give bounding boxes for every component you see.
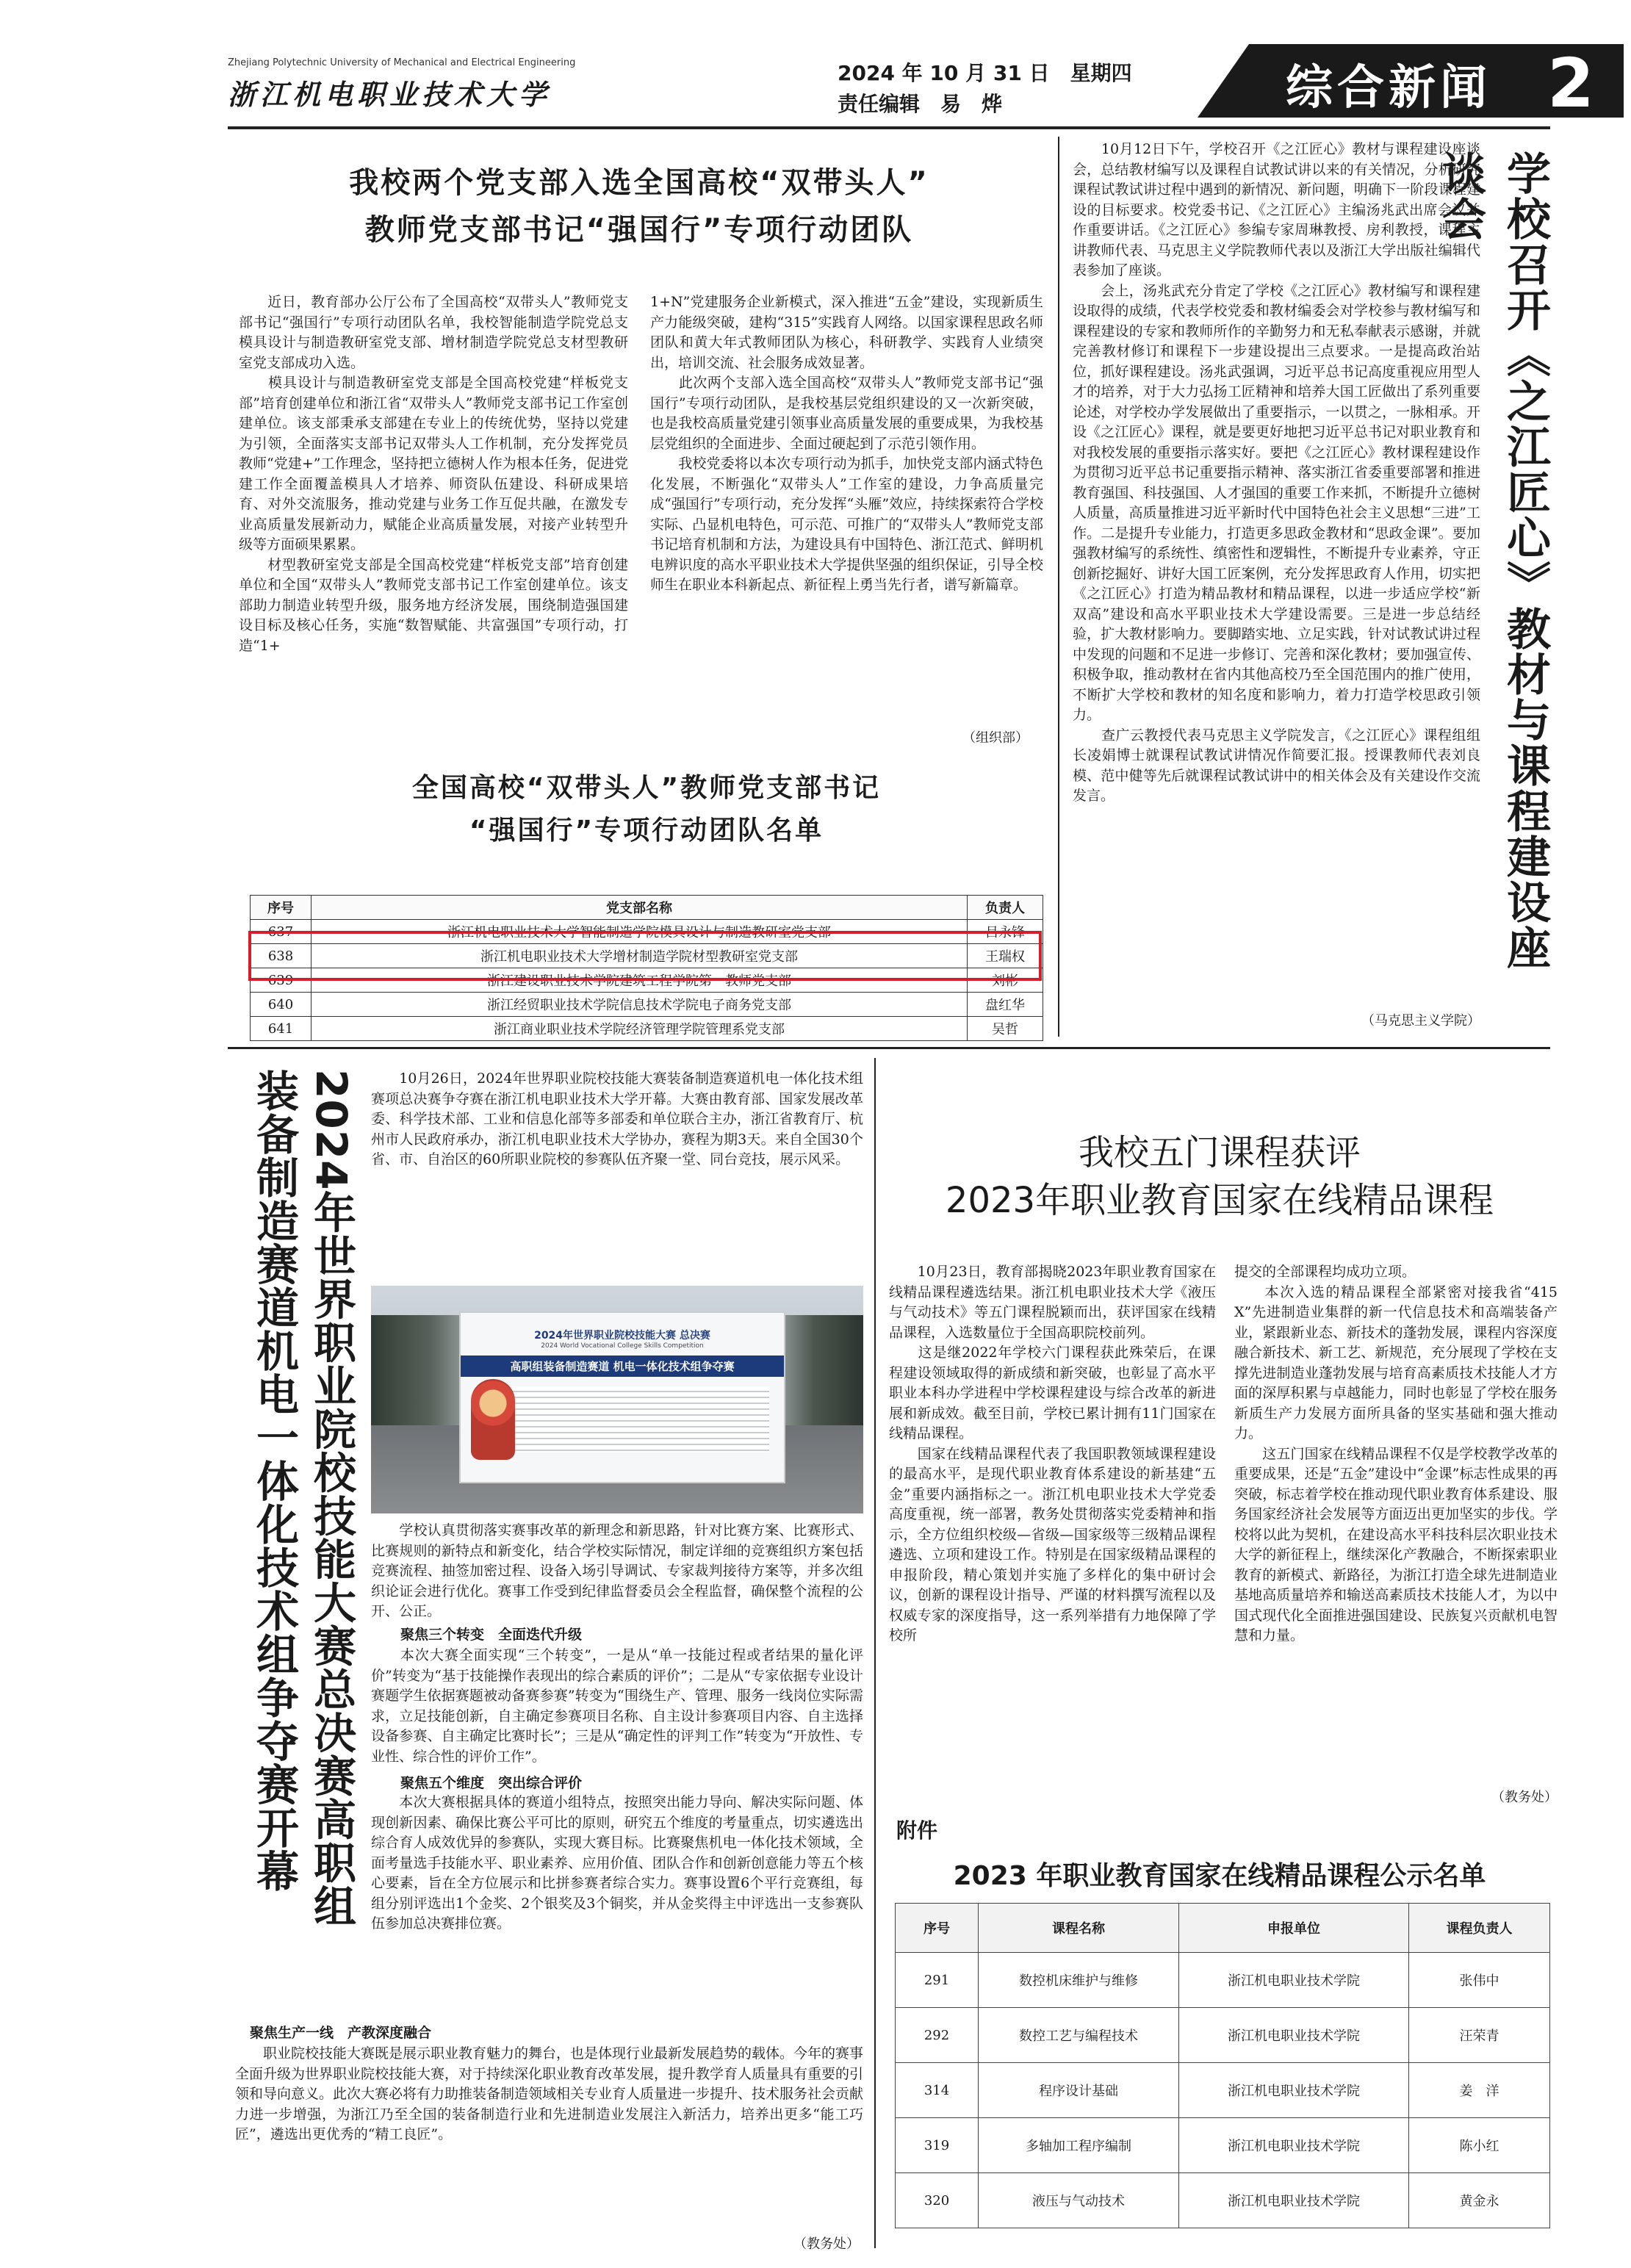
cell: 637	[251, 920, 312, 944]
cell: 浙江经贸职业技术学院信息技术学院电子商务党支部	[312, 993, 968, 1017]
course-table	[895, 1903, 1550, 2228]
event-photo	[371, 1286, 863, 1513]
column-divider-top	[1058, 137, 1059, 1037]
course-col-lead: 课程负责人	[1409, 1904, 1550, 1953]
cell: 汪荣青	[1409, 2008, 1550, 2063]
photo-banner-en: 2024 World Vocational College Skills Competition	[541, 1342, 704, 1350]
article3-subhead-2: 聚焦五个维度 突出综合评价	[400, 1775, 583, 1791]
cell: 291	[896, 1953, 979, 2008]
table-row	[896, 2173, 1550, 2228]
section-banner	[1168, 44, 1624, 123]
article3-body: 学校认真贯彻落实赛事改革的新理念和新思路，针对比赛方案、比赛形式、比赛规则的新特点和新变化，结合学校实际情况，制定详细的竞赛组织方案包括竞赛流程、抽签加密过程、设备入场引导调试、专家裁判接待方案等，并多次组织论证会进行优化。赛事工作受到纪律监督委员会全程监督，确保整个流程的公开、公正。	[371, 1522, 863, 1619]
article3-signature: （教务处）	[793, 2236, 860, 2252]
table-row	[896, 2118, 1550, 2173]
article3-intro: 10月26日，2024年世界职业院校技能大赛装备制造赛道机电一体化技术组赛项总决赛争夺赛在浙江机电职业技术大学开幕。大赛由教育部、国家发展改革委、科学技术部、工业和信息化部等多部委和单位联合主办，浙江省教育厅、杭州市人民政府承办，浙江机电职业技术大学协办，赛程为期3天。来自全国30个省、市、自治区的60所职业院校的参赛队伍齐聚一堂、同台竞技，展示风采。	[371, 1070, 863, 1167]
cell: 浙江机电职业技术学院	[1179, 2173, 1409, 2228]
cell: 刘彬	[968, 968, 1043, 993]
cell: 浙江机电职业技术学院	[1179, 2063, 1409, 2118]
cell: 姜 洋	[1409, 2063, 1550, 2118]
editor-line: 责任编辑 易 烨	[838, 92, 1003, 116]
cell: 320	[896, 2173, 979, 2228]
cell: 319	[896, 2118, 979, 2173]
photo-banner-text	[512, 1386, 769, 1452]
school-name-cn: 浙江机电职业技术大学	[228, 78, 552, 111]
cell: 641	[251, 1017, 312, 1041]
cell: 盘红华	[968, 993, 1043, 1017]
section-separator	[228, 1047, 1550, 1049]
article4-signature: （教务处）	[1491, 1790, 1558, 1805]
masthead-rule	[228, 126, 1550, 129]
cell: 638	[251, 944, 312, 968]
article1-column-1: 近日，教育部办公厅公布了全国高校“双带头人”教师党支部书记“强国行”专项行动团队名单，我校智能制造学院党总支模具设计与制造教研室党支部、增材制造学院党总支材型教研室党支部成功入选。 模具设计与制造教研室党支部是全国高校党建“样板党支部”培育创建单位和浙江省“双带头人”教师党支部书记工作室创建单位。该支部秉承支部建在专业上的传统优势，坚持以党建为引领，全面落实支部书记双带头人工作机制，充分发挥党员教师“党建+”工作理念，坚持把立德树人作为根本任务，促进党建工作全面覆盖模具人才培养、师资队伍建设、科研成果培育、对外交流服务，推动党建与业务工作互促共融，在激发专业高质量发展新动力，赋能企业高质量发展，对接产业转型升级等方面硕果累累。 材型教研室党支部是全国高校党建“样板党支部”培育创建单位和全国“双带头人”教师党支部书记工作室创建单位。该支部助力制造业转型升级，服务地方经济发展，围绕制造强国建设目标及核心任务，实施“数智赋能、共富强国”专项行动，打造“1+	[239, 294, 628, 654]
table-row	[896, 2063, 1550, 2118]
article2-title: 学校召开《之江匠心》教材与课程建设座谈会	[1435, 151, 1551, 971]
cell: 浙江机电职业技术大学智能制造学院模具设计与制造教研室党支部	[312, 920, 968, 944]
cell: 浙江机电职业技术学院	[1179, 1953, 1409, 2008]
list1-highlight-box	[248, 931, 1042, 981]
article3-subhead-3: 聚焦生产一线 产教深度融合	[250, 2025, 432, 2041]
cell: 292	[896, 2008, 979, 2063]
page-number: 2	[1547, 44, 1595, 123]
cell: 王瑞权	[968, 944, 1043, 968]
list1-header-row	[251, 896, 1043, 920]
table-row	[251, 1017, 1043, 1041]
course-col-unit: 申报单位	[1179, 1904, 1409, 1953]
cell: 浙江机电职业技术学院	[1179, 2008, 1409, 2063]
table-row	[896, 1953, 1550, 2008]
cell: 程序设计基础	[979, 2063, 1179, 2118]
appendix-label: 附件	[896, 1818, 938, 1843]
cell: 数控工艺与编程技术	[979, 2008, 1179, 2063]
cell: 浙江建设职业技术学院建筑工程学院第一教师党支部	[312, 968, 968, 993]
masthead	[228, 44, 1595, 129]
cell: 640	[251, 993, 312, 1017]
cell: 陈小红	[1409, 2118, 1550, 2173]
article2-signature: （马克思主义学院）	[1361, 1013, 1480, 1029]
table-row	[896, 2008, 1550, 2063]
photo-banner-title: 2024年世界职业院校技能大赛 总决赛	[534, 1330, 710, 1342]
list1-title-line2: “强国行”专项行动团队名单	[469, 816, 824, 846]
article4-column-1: 10月23日，教育部揭晓2023年职业教育国家在线精品课程遴选结果。浙江机电职业技术大学《液压与气动技术》等五门课程脱颖而出，获评国家在线精品课程，入选数量位于全国高职院校前列。 这是继2022年学校六门课程获此殊荣后，在课程建设领域取得的新成绩和新突破，也彰显了高水平职业本科办学进程中学校课程建设与综合改革的新进展和新成效。截至目前，学校已累计拥有11门国家在线精品课程。 国家在线精品课程代表了我国职教领域课程建设的最高水平，是现代职业教育体系建设的新基建“五金”重要内涵指标之一。浙江机电职业技术大学党委高度重视，统一部署，教务处贯彻落实党委精神和指示，全方位组织校级—省级—国家级等三级精品课程遴选、立项和建设工作。特别是在国家级精品课程的申报阶段，精心策划并实施了多样化的集中研讨会议，创新的课程设计指导、严谨的材料撰写流程以及权威专家的深度指导，这一系列举措有力地保障了学校所	[889, 1264, 1216, 1644]
article3-subhead-1: 聚焦三个转变 全面迭代升级	[400, 1627, 583, 1643]
course-table-wrap	[895, 1903, 1550, 2228]
cell: 浙江机电职业技术大学增材制造学院材型教研室党支部	[312, 944, 968, 968]
cell: 639	[251, 968, 312, 993]
article2-body: 10月12日下午，学校召开《之江匠心》教材与课程建设座谈会，总结教材编写以及课程自试教试讲以来的有关情况，分析研究课程试教试讲过程中遇到的新情况、新问题，明确下一阶段课程建设的目标要求。校党委书记、《之江匠心》主编汤兆武出席会议并作重要讲话。《之江匠心》参编专家周琳教授、房利教授，课程主讲教师代表、马克思主义学院教师代表以及浙江大学出版社编辑代表参加了座谈。 会上，汤兆武充分肯定了学校《之江匠心》教材编写和课程建设取得的成绩，代表学校党委和教材编委会对学校参与教材编写和课程建设的专家和教师所作的辛勤努力和无私奉献表示感谢，并就完善教材修订和课程下一步建设提出三点要求。一是提高政治站位，抓好课程建设。汤兆武强调，习近平总书记高度重视应用型人才的培养，对于大力弘扬工匠精神和培养大国工匠做出了系列重要论述，对学校办学发展做出了重要指示，一以贯之，一脉相承。开设《之江匠心》课程，就是要更好地把习近平总书记对职业教育和对我校发展的重要指示落实好。要把《之江匠心》教材课程建设作为贯彻习近平总书记重要指示精神、落实浙江省委重要部署和推进教育强国、科技强国、人才强国的重要工作来抓，不断提升立德树人质量，高质量推进习近平新时代中国特色社会主义思想“三进”工作。二是提升专业能力，打造更多思政金教材和“思政金课”。要加强教材编写的系统性、缜密性和逻辑性，不断提升专业素养，守正创新挖掘好、讲好大国工匠案例，充分发挥思政育人作用，切实把《之江匠心》打造为精品教材和精品课程，以进一步适应学校“新双高”建设和高水平职业技术大学建设需要。三是进一步总结经验，扩大教材影响力。要脚踏实地、立足实践，针对试教试讲过程中发现的问题和不足进一步修订、完善和深化教材；要加强宣传、积极争取，推动教材在省内其他高校乃至全国范围内的推广使用，不断扩大学校和教材的知名度和影响力，着力打造学校思政引领力。 查广云教授代表马克思主义学院发言，《之江匠心》课程组组长凌娟博士就课程试教试讲情况作简要汇报。授课教师代表刘良模、范中健等先后就课程试教试讲中的相关体会及有关建设作交流发言。	[1073, 141, 1480, 804]
school-name-en: Zhejiang Polytechnic University of Mechanical and Electrical Engineering	[228, 57, 576, 68]
table-row	[251, 993, 1043, 1017]
cell: 浙江商业职业技术学院经济管理学院管理系党支部	[312, 1017, 968, 1041]
cell: 张伟中	[1409, 1953, 1550, 2008]
cell: 多轴加工程序编制	[979, 2118, 1179, 2173]
article1-signature: （组织部）	[962, 730, 1029, 746]
article3-para-1: 本次大赛全面实现“三个转变”，一是从“单一技能过程或者结果的量化评价”转变为“基于技能操作表现出的综合素质的评价”；二是从“专家依据专业设计赛题学生依据赛题被动备赛参赛”转变为“围绕生产、管理、服务一线岗位实际需求，立足技能创新，自主确定参赛项目名称、自主设计参赛项目内容、自主选择设备参赛、自主确定比赛时长”；三是从“确定性的评判工作”转变为“开放性、专业性、综合性的评价工作”。	[371, 1647, 863, 1765]
course-col-name: 课程名称	[979, 1904, 1179, 1953]
article3-para-2: 本次大赛根据具体的赛道小组特点，按照突出能力导向、解决实际问题、体现创新因素、确保比赛公平可比的原则，研究五个维度的考量重点，切实遴选出综合育人成效优异的参赛队，实现大赛目标。比赛聚焦机电一体化技术领域，全面考量选手技能水平、职业素养、应用价值、团队合作和创新创意能力等五个核心要素，旨在全方位展示和比拼参赛者综合实力。赛事设置6个平行竞赛组，每组分别评选出1个金奖、2个银奖及3个铜奖，并从金奖得主中评选出一支参赛队伍参加总决赛排位赛。	[371, 1794, 863, 1932]
cell: 液压与气动技术	[979, 2173, 1179, 2228]
list1-col-no: 序号	[251, 896, 312, 920]
article4-title-line2: 2023年职业教育国家在线精品课程	[945, 1180, 1494, 1221]
list1-col-leader: 负责人	[968, 896, 1043, 920]
article3-para-3: 职业院校技能大赛既是展示职业教育魅力的舞台，也是体现行业最新发展趋势的载体。今年的赛事全面升级为世界职业院校技能大赛，对于持续深化职业教育改革发展，提升教学育人质量具有重要的引领和导向意义。此次大赛必将有力助推装备制造领域相关专业育人质量进一步提升、技术服务社会贡献力进一步增强，为浙江乃至全国的装备制造行业和先进制造业发展注入新活力，培养出更多“能工巧匠”，遴选出更优秀的“精工良匠”。	[235, 2045, 864, 2142]
article1-title-line2: 教师党支部书记“强国行”专项行动团队	[364, 213, 914, 247]
cell: 314	[896, 2063, 979, 2118]
article4-column-2: 提交的全部课程均成功立项。 本次入选的精品课程全部紧密对接我省“415X”先进制造业集群的新一代信息技术和高端装备产业，紧跟新业态、新技术的蓬勃发展，课程内容深度融合新技术、新工艺、新规范，充分展现了学校在支撑先进制造业蓬勃发展与培育高素质技术技能人才方面的深厚积累与卓越能力，同时也彰显了学校在服务新质生产力发展方面所具备的坚实基础和强大推动力。 这五门国家在线精品课程不仅是学校教学改革的重要成果，还是“五金”建设中“金课”标志性成果的再突破，标志着学校在推动现代职业教育体系建设、服务国家经济社会发展等方面迈出更加坚实的步伐。学校将以此为契机，在建设高水平科技科层次职业技术大学的新征程上，继续深化产教融合，不断探索职业教育的新模式、新路径，为浙江打造全球先进制造业基地高质量培养和输送高素质技术技能人才，为以中国式现代化全面推进强国建设、民族复兴贡献机电智慧和力量。	[1234, 1264, 1558, 1644]
article4-table-title: 2023 年职业教育国家在线精品课程公示名单	[953, 1861, 1486, 1891]
column-divider-bottom	[874, 1058, 876, 2248]
cell: 吴哲	[968, 1017, 1043, 1041]
mascot-image	[471, 1379, 515, 1460]
section-title: 综合新闻	[1286, 61, 1491, 115]
article1-title-line1: 我校两个党支部入选全国高校“双带头人”	[349, 166, 929, 200]
article3-title: 2024年世界职业院校技能大赛总决赛高职组装备制造赛道机电一体化技术组争夺赛开幕	[249, 1069, 356, 1928]
course-col-no: 序号	[896, 1904, 979, 1953]
photo-banner	[459, 1311, 785, 1483]
article4-title-line1: 我校五门课程获评	[1078, 1132, 1361, 1173]
cell: 吕永锋	[968, 920, 1043, 944]
article1-column-2: 1+N”党建服务企业新模式，深入推进“五金”建设，实现新质生产力能级突破，建构“315”实践育人网络。以国家课程思政名师团队和黄大年式教师团队为核心，科研教学、实践育人业绩突出，培训交流、社会服务成效显著。 此次两个支部入选全国高校“双带头人”教师党支部书记“强国行”专项行动团队，是我校基层党组织建设的又一次新突破，也是我校高质量党建引领事业高质量发展的重要成果，为我校基层党组织的全面进步、全面过硬起到了示范引领作用。 我校党委将以本次专项行动为抓手，加快党支部内涵式特色化发展，不断强化“双带头人”工作室的建设，力争高质量完成“强国行”专项行动，充分发挥“头雁”效应，持续探索符合学校实际、凸显机电特色，可示范、可推广的“双带头人”教师党支部书记培育机制和方法，为建设具有中国特色、浙江范式、鲜明机电辨识度的高水平职业技术大学提供坚强的组织保证，引导全校师生在职业本科新起点、新征程上勇当先行者，谱写新篇章。	[650, 294, 1043, 593]
issue-date: 2024 年 10 月 31 日 星期四	[838, 61, 1132, 85]
cell: 浙江机电职业技术学院	[1179, 2118, 1409, 2173]
photo-banner-sub: 高职组装备制造赛道 机电一体化技术组争夺赛	[461, 1356, 784, 1377]
cell: 黄金永	[1409, 2173, 1550, 2228]
course-header-row	[896, 1904, 1550, 1953]
cell: 数控机床维护与维修	[979, 1953, 1179, 2008]
list1-title-line1: 全国高校“双带头人”教师党支部书记	[411, 773, 882, 803]
list1-col-branch: 党支部名称	[312, 896, 968, 920]
